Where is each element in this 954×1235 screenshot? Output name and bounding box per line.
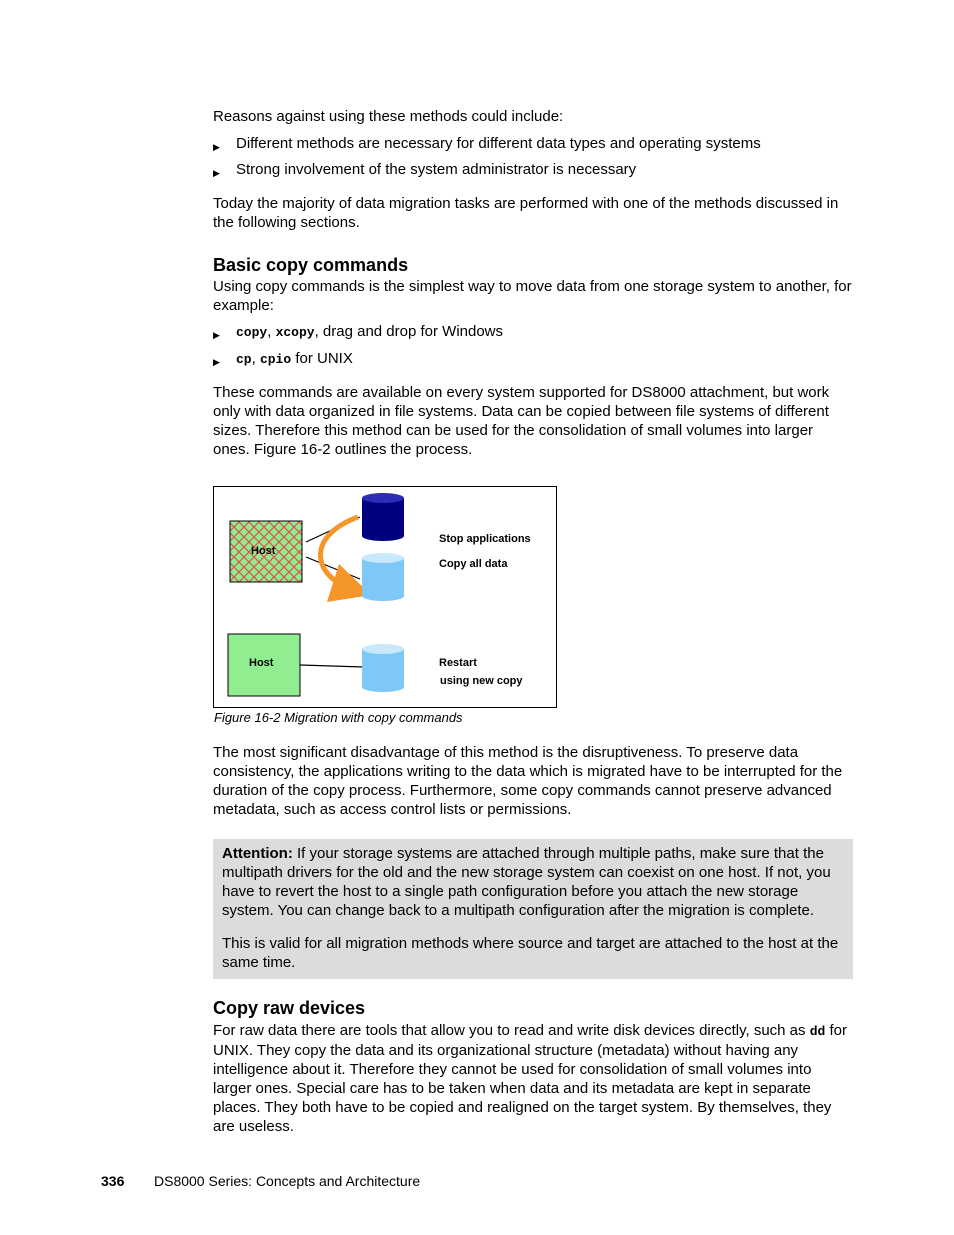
paragraph bbox=[213, 1021, 853, 1136]
attention-box bbox=[213, 839, 853, 979]
step-stop-label: Stop applications bbox=[439, 533, 531, 545]
list-item-text bbox=[236, 322, 503, 342]
command: copy bbox=[236, 325, 268, 340]
attention-text bbox=[222, 844, 847, 920]
section-heading: Basic copy commands bbox=[213, 255, 409, 275]
text: for UNIX bbox=[291, 350, 353, 367]
attention-body: If your storage systems are attached through multiple paths, make sure that the multipath drivers for the old and the new storage system can coexist on one host. If not, you have to revert the host to a single path configuration before you attach the new storage system. You can change back to a multipath configuration after the migration is complete. bbox=[222, 845, 831, 919]
step-copy-label: Copy all data bbox=[439, 558, 508, 570]
section-heading: Copy raw devices bbox=[213, 998, 366, 1018]
command: cpio bbox=[259, 352, 292, 367]
bullet-icon: ▶ bbox=[213, 142, 220, 152]
source-disk-icon bbox=[362, 493, 404, 541]
paragraph: These commands are available on every system supported for DS8000 attachment, but work only with data organized in file systems. Data can be copied between file systems of different sizes. Therefore this method can be used for the consolidation of small volumes into larger ones. Figure 16-2 outlines the process. bbox=[213, 384, 830, 458]
separator: , bbox=[251, 350, 260, 367]
figure-caption: Figure 16-2 Migration with copy commands bbox=[214, 710, 463, 725]
command: dd bbox=[809, 1024, 826, 1039]
bullet-icon: ▶ bbox=[213, 168, 220, 178]
paragraph: Today the majority of data migration tasks are performed with one of the methods discussed in the following sections. bbox=[213, 195, 839, 231]
list-item-text: Strong involvement of the system administrator is necessary bbox=[236, 161, 637, 178]
text: , drag and drop for Windows bbox=[314, 323, 504, 340]
command: cp bbox=[236, 352, 252, 367]
connection-line bbox=[300, 665, 364, 667]
bullet-icon: ▶ bbox=[213, 330, 220, 340]
paragraph: The most significant disadvantage of this method is the disruptiveness. To preserve data consistency, the applications writing to the data which is migrated have to be interrupted for the duration of the copy process. Furthermore, some copy commands cannot preserve advanced metadata, such as access control lists or permissions. bbox=[213, 744, 843, 818]
list-item-text bbox=[236, 349, 353, 369]
paragraph: Using copy commands is the simplest way to move data from one storage system to another, for example: bbox=[213, 278, 852, 314]
text: for UNIX. They copy the data and its organizational structure (metadata) without having any intelligence about it. Therefore they cannot be used for consolidation of small volumes into larger ones. Special care has to be taken when data and its metadata are kept in separate places. They both have to be copied and realigned on the target system. By themselves, they are useless. bbox=[213, 1022, 847, 1135]
command: xcopy bbox=[275, 325, 315, 340]
host-bottom-label: Host bbox=[249, 657, 274, 669]
figure-graphic bbox=[214, 487, 556, 707]
attention-note: This is valid for all migration methods where source and target are attached to the host at the same time. bbox=[222, 935, 839, 971]
attention-label: Attention: bbox=[222, 845, 293, 862]
host-top-label: Host bbox=[251, 545, 276, 557]
new-disk-icon bbox=[362, 644, 404, 692]
text: For raw data there are tools that allow you to read and write disk devices directly, such as bbox=[213, 1022, 810, 1039]
target-disk-icon bbox=[362, 553, 404, 601]
step-restart-label: Restart bbox=[439, 657, 477, 669]
intro-text: Reasons against using these methods could include: bbox=[213, 108, 564, 125]
page-number: 336 bbox=[101, 1173, 125, 1189]
bullet-icon: ▶ bbox=[213, 357, 220, 367]
list-item-text: Different methods are necessary for different data types and operating systems bbox=[236, 135, 761, 152]
migration-figure bbox=[213, 486, 557, 708]
step-newcopy-label: using new copy bbox=[440, 675, 523, 687]
separator: , bbox=[267, 323, 276, 340]
copy-arrow bbox=[320, 517, 358, 589]
footer-title: DS8000 Series: Concepts and Architecture bbox=[154, 1173, 421, 1189]
